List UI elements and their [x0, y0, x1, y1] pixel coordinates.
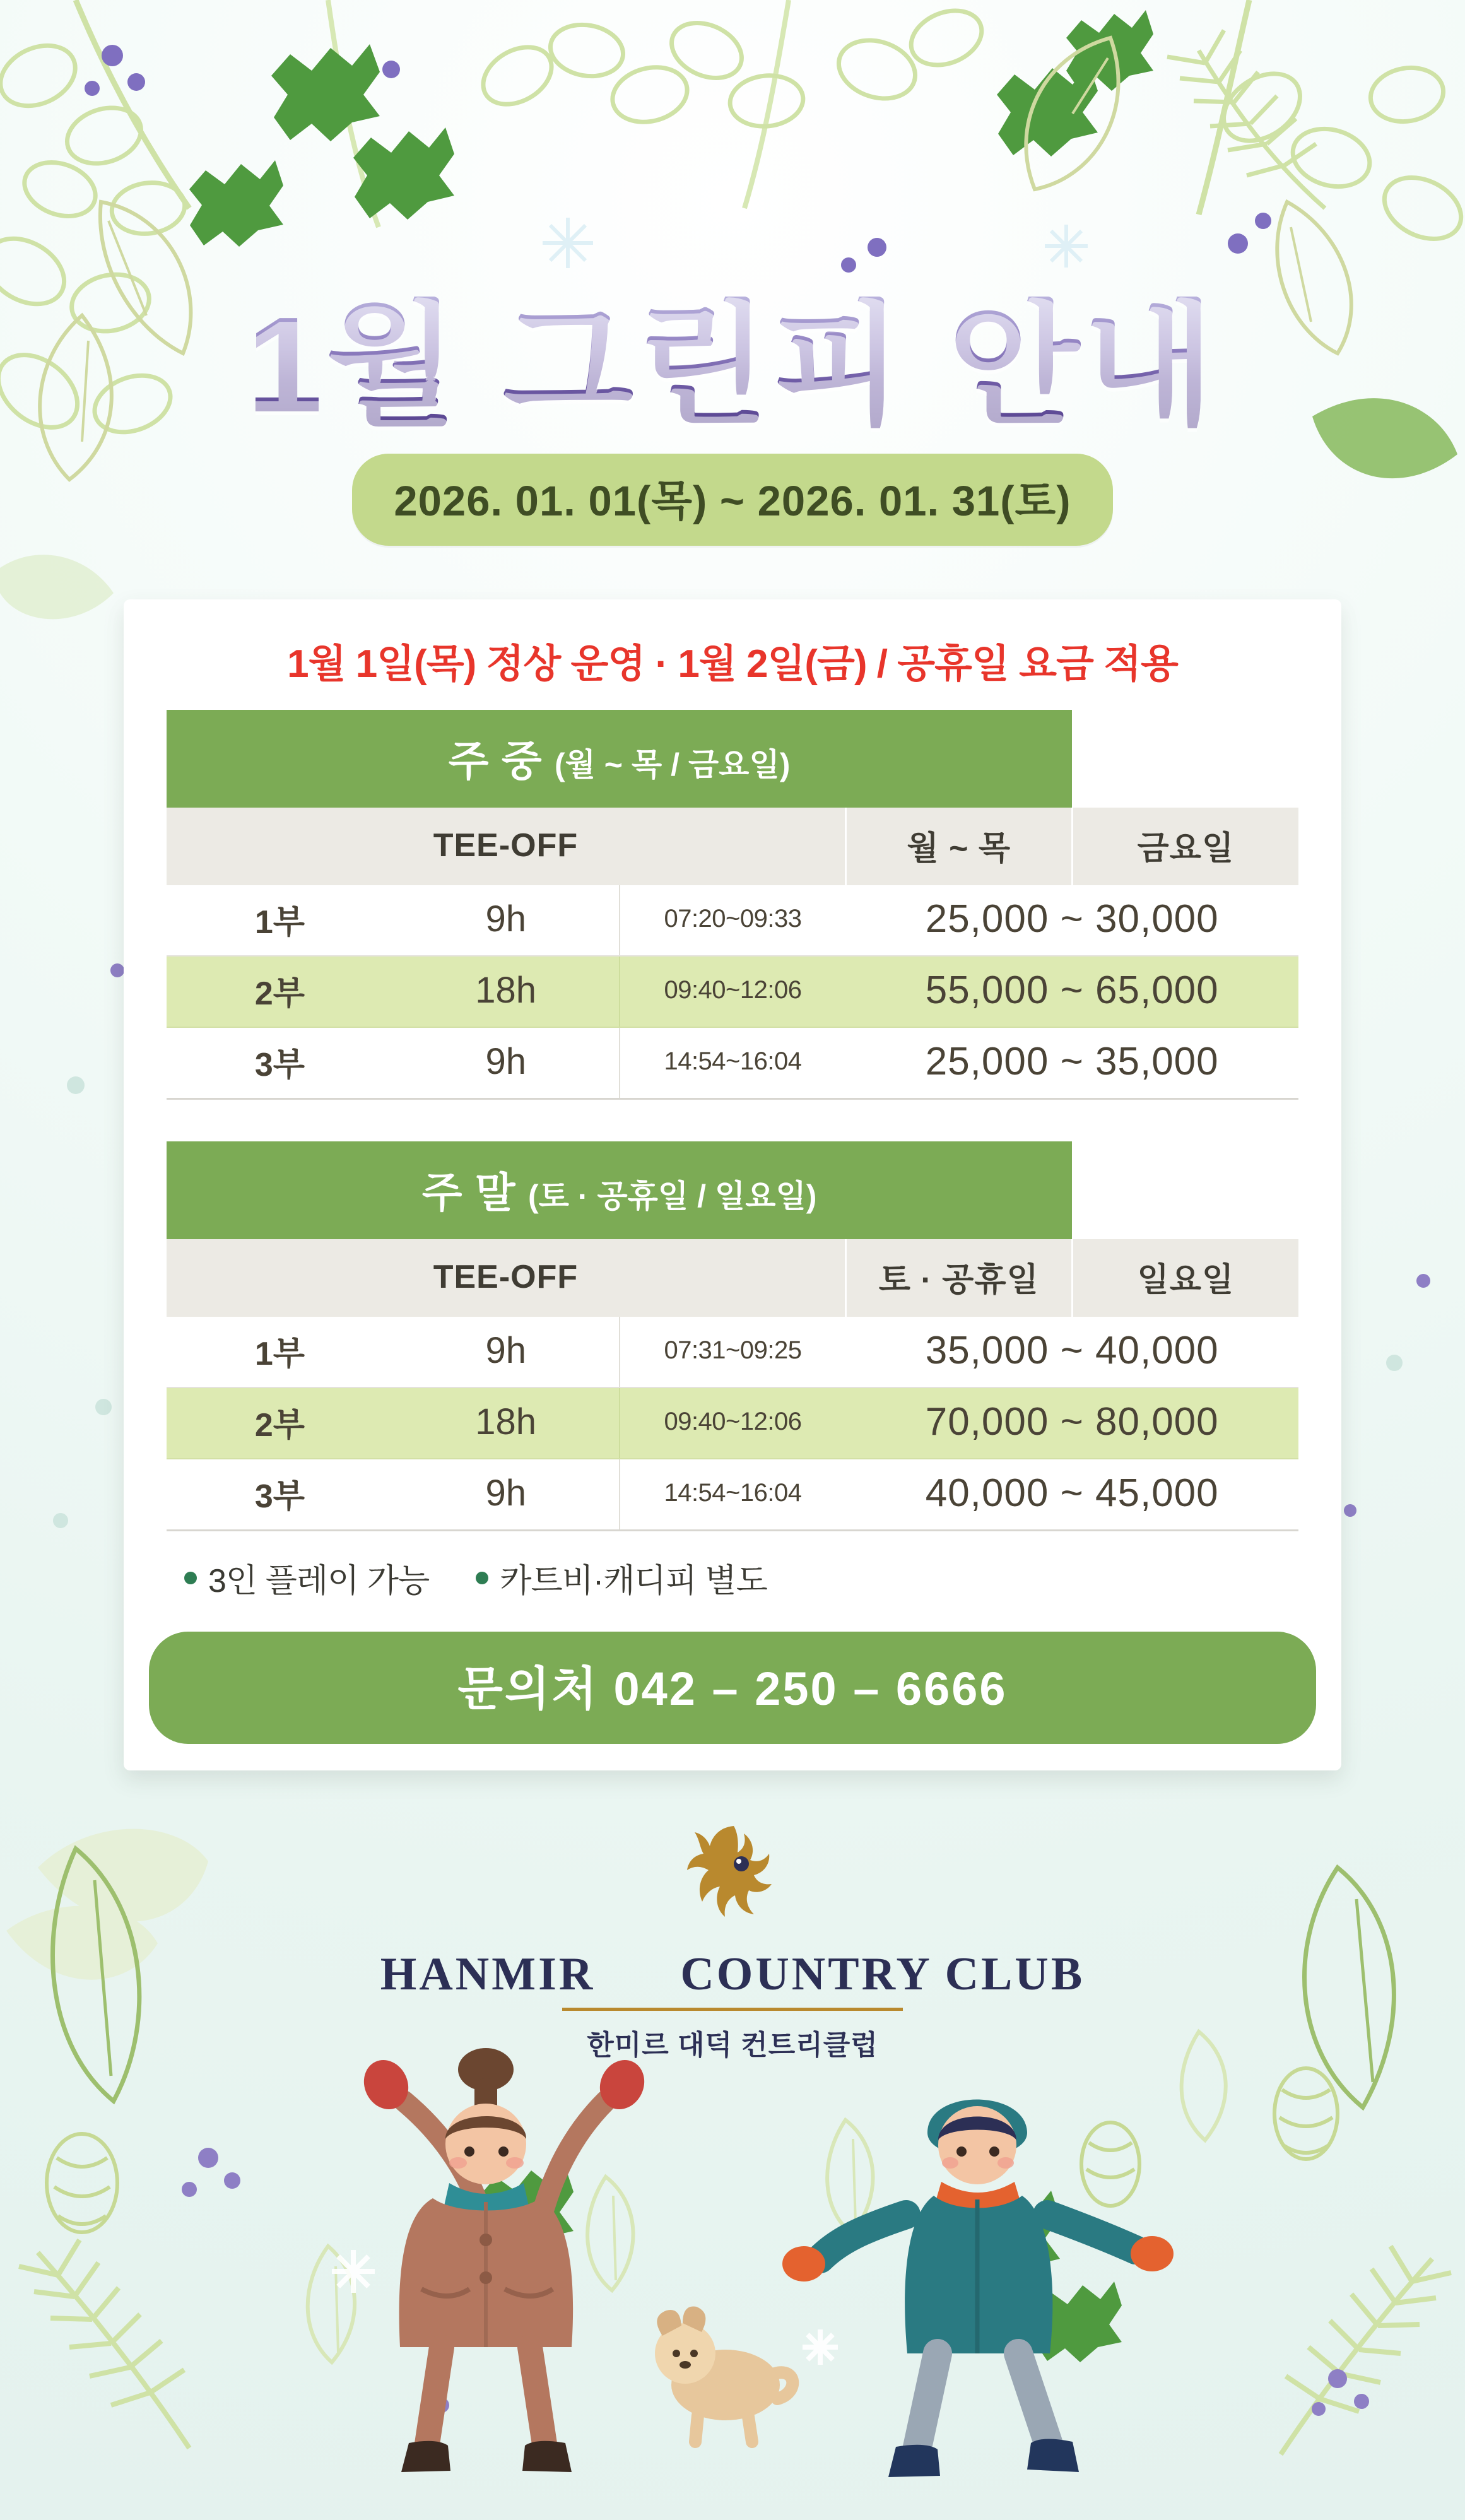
note-1: 카트비·캐디피 별도: [500, 1563, 767, 1599]
list-item: [184, 1554, 429, 1601]
date-range-badge: 2026. 01. 01(목) ~ 2026. 01. 31(토): [352, 454, 1112, 546]
table-gap: [124, 1100, 1341, 1141]
weekend-row1-part: 2부: [167, 1387, 393, 1459]
weekend-row0-price: 35,000 ~ 40,000: [845, 1317, 1298, 1387]
weekend-row2-tee: 14:54~16:04: [620, 1459, 846, 1531]
weekday-row2-part: 3부: [167, 1027, 393, 1099]
weekend-row1-tee: 09:40~12:06: [620, 1387, 846, 1459]
weekday-header-teeoff: TEE-OFF: [167, 808, 845, 885]
weekday-row1-tee: 09:40~12:06: [620, 956, 846, 1027]
notes-list: [124, 1531, 1341, 1613]
page-title: 1월 그린피 안내: [240, 297, 1224, 432]
table-row: [167, 1317, 1298, 1387]
weekday-table-wrap: [124, 710, 1341, 1100]
weekday-row1-part: 2부: [167, 956, 393, 1027]
contact-banner[interactable]: 문의처 042 – 250 – 6666: [149, 1632, 1316, 1744]
price-card: [124, 599, 1341, 1770]
weekend-row0-part: 1부: [167, 1317, 393, 1387]
logo-name-left: HANMIR: [380, 1948, 596, 2000]
weekend-row2-holes: 9h: [393, 1459, 620, 1531]
weekend-section-title: 주 말: [421, 1169, 516, 1216]
table-row: [167, 1027, 1298, 1099]
weekday-header-monthu: 월 ~ 목: [845, 808, 1072, 885]
weekday-section-note: (월 ~ 목 / 금요일): [554, 747, 791, 782]
table-row: [167, 1387, 1298, 1459]
weekday-row1-holes: 18h: [393, 956, 620, 1027]
weekend-header-satholiday: 토 · 공휴일: [845, 1239, 1072, 1317]
note-0: 3인 플레이 가능: [208, 1563, 430, 1599]
weekday-row0-part: 1부: [167, 885, 393, 956]
weekday-table: [167, 710, 1298, 1100]
bullet-dot-icon: [476, 1572, 488, 1584]
logo-name-right: COUNTRY CLUB: [680, 1948, 1085, 2000]
weekday-row0-price: 25,000 ~ 30,000: [845, 885, 1298, 956]
weekend-header-sunday: 일요일: [1072, 1239, 1298, 1317]
weekend-row0-tee: 07:31~09:25: [620, 1317, 846, 1387]
weekday-section-title: 주 중: [448, 738, 543, 784]
weekend-column-headers: [167, 1239, 1298, 1317]
winter-characters-illustration: [0, 1943, 1465, 2511]
bullet-dot-icon: [184, 1572, 197, 1584]
title-block: [0, 288, 1465, 546]
table-row: [167, 885, 1298, 956]
dragon-logo-icon: [0, 1817, 1465, 1946]
weekend-row0-holes: 9h: [393, 1317, 620, 1387]
weekend-section-note: (토 · 공휴일 / 일요일): [527, 1179, 817, 1214]
weekend-row2-price: 40,000 ~ 45,000: [845, 1459, 1298, 1531]
weekend-row1-price: 70,000 ~ 80,000: [845, 1387, 1298, 1459]
weekend-header-teeoff: TEE-OFF: [167, 1239, 845, 1317]
weekend-section-header: [167, 1141, 1298, 1239]
weekday-row1-price: 55,000 ~ 65,000: [845, 956, 1298, 1027]
weekday-column-headers: [167, 808, 1298, 885]
list-item: [476, 1554, 767, 1601]
weekday-row2-holes: 9h: [393, 1027, 620, 1099]
weekend-table-wrap: [124, 1141, 1341, 1531]
weekday-header-friday: 금요일: [1072, 808, 1298, 885]
notice-text: 1월 1일(목) 정상 운영 · 1월 2일(금) / 공휴일 요금 적용: [287, 642, 1178, 686]
weekday-row0-holes: 9h: [393, 885, 620, 956]
weekend-row2-part: 3부: [167, 1459, 393, 1531]
weekday-row0-tee: 07:20~09:33: [620, 885, 846, 956]
weekday-row2-tee: 14:54~16:04: [620, 1027, 846, 1099]
weekday-section-header: [167, 710, 1298, 808]
weekend-row1-holes: 18h: [393, 1387, 620, 1459]
table-row: [167, 956, 1298, 1027]
logo-subtitle: 한미르 대덕 컨트리클럽: [587, 2030, 878, 2061]
table-row: [167, 1459, 1298, 1531]
weekday-row2-price: 25,000 ~ 35,000: [845, 1027, 1298, 1099]
weekend-table: [167, 1141, 1298, 1531]
